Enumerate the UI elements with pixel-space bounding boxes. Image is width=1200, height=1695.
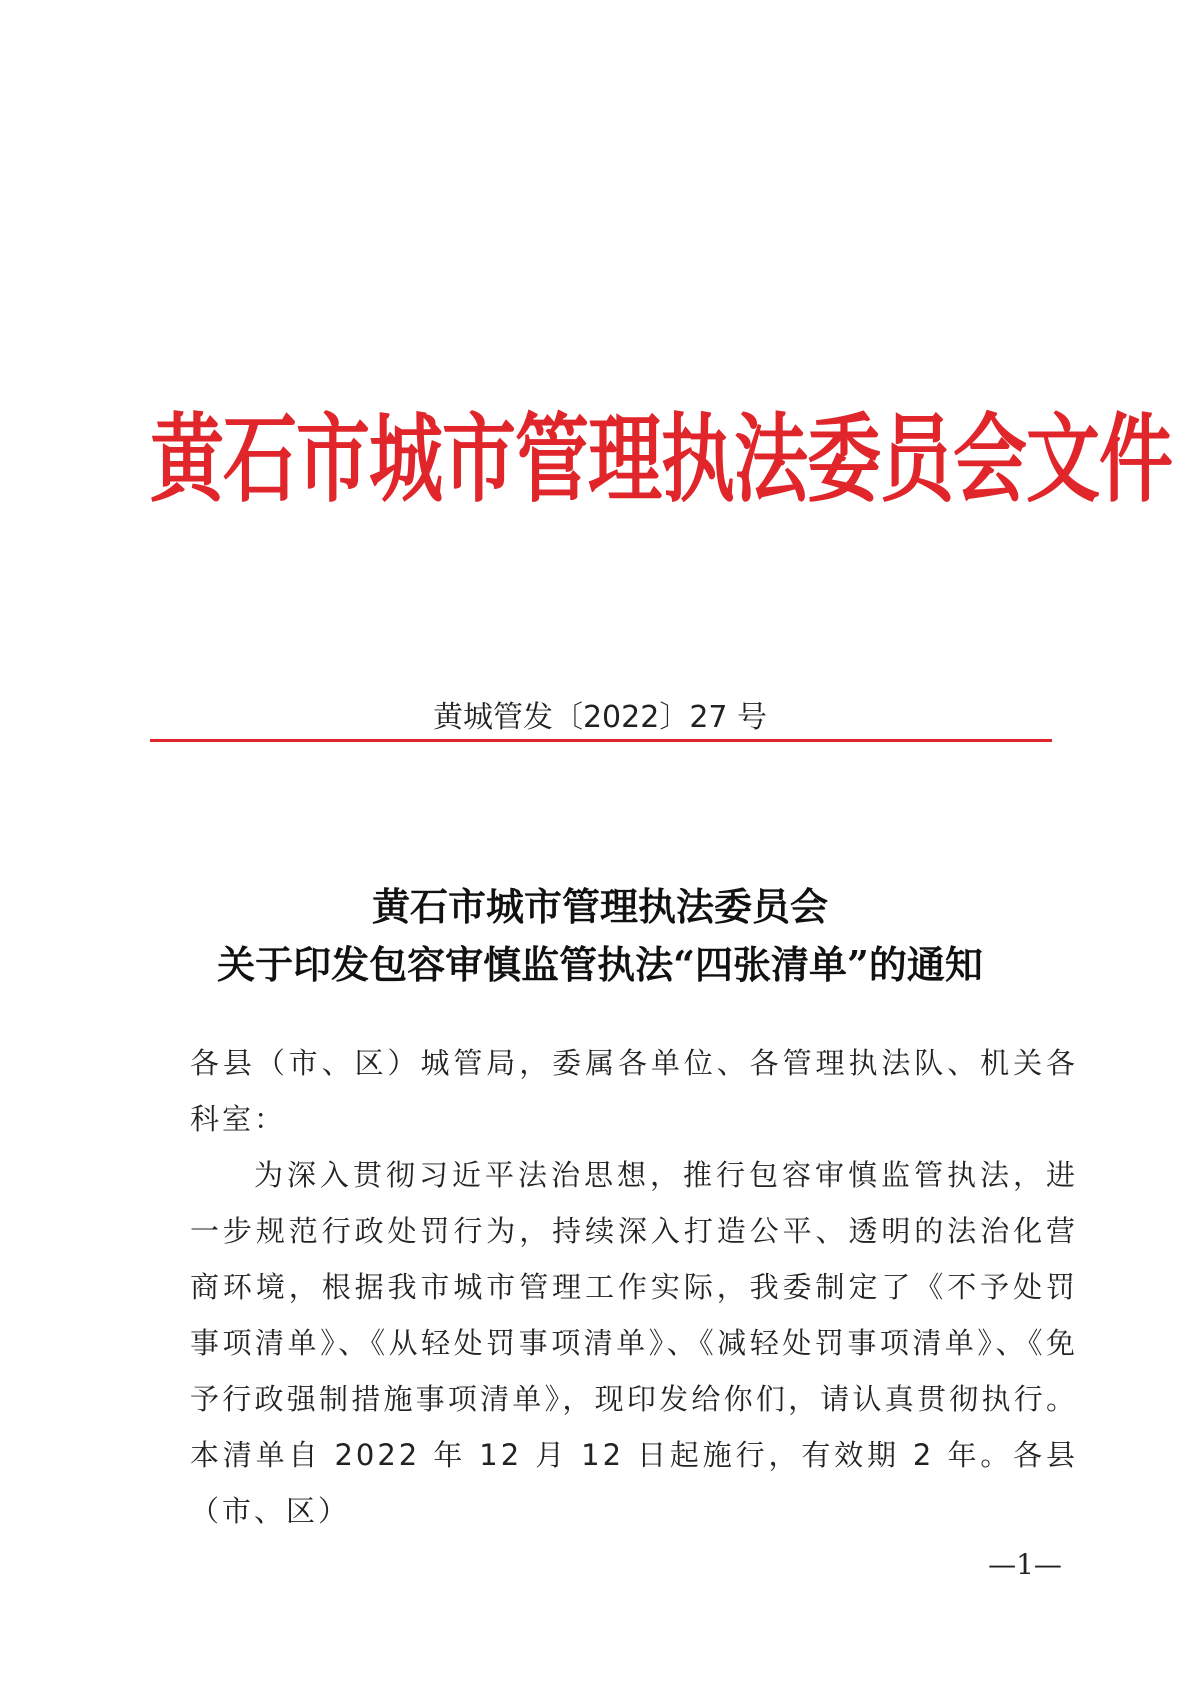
page-number: —1— [988,1548,1062,1581]
document-number: 黄城管发〔2022〕27 号 [432,700,768,735]
masthead-title: 黄石市城市管理执法委员会文件 [150,404,1172,516]
document-title-line-2: 关于印发包容审慎监管执法“四张清单”的通知 [217,942,983,987]
document-title-line-1: 黄石市城市管理执法委员会 [371,884,828,929]
salutation: 各县（市、区）城管局，委属各单位、各管理执法队、机关各科室： [190,1046,1078,1136]
document-body [190,1035,1078,1539]
red-divider-rule [150,739,1052,742]
body-paragraph: 为深入贯彻习近平法治思想，推行包容审慎监管执法，进一步规范行政处罚行为，持续深入打造公平、透明的法治化营商环境，根据我市城市管理工作实际，我委制定了《不予处罚事项清单》、《从轻处罚事项清单》、《减轻处罚事项清单》、《免予行政强制措施事项清单》，现印发给你们，请认真贯彻执行。本清单自 2022 年 12 月 12 日起施行，有效期 2 年。各县（市、区） [190,1158,1078,1528]
